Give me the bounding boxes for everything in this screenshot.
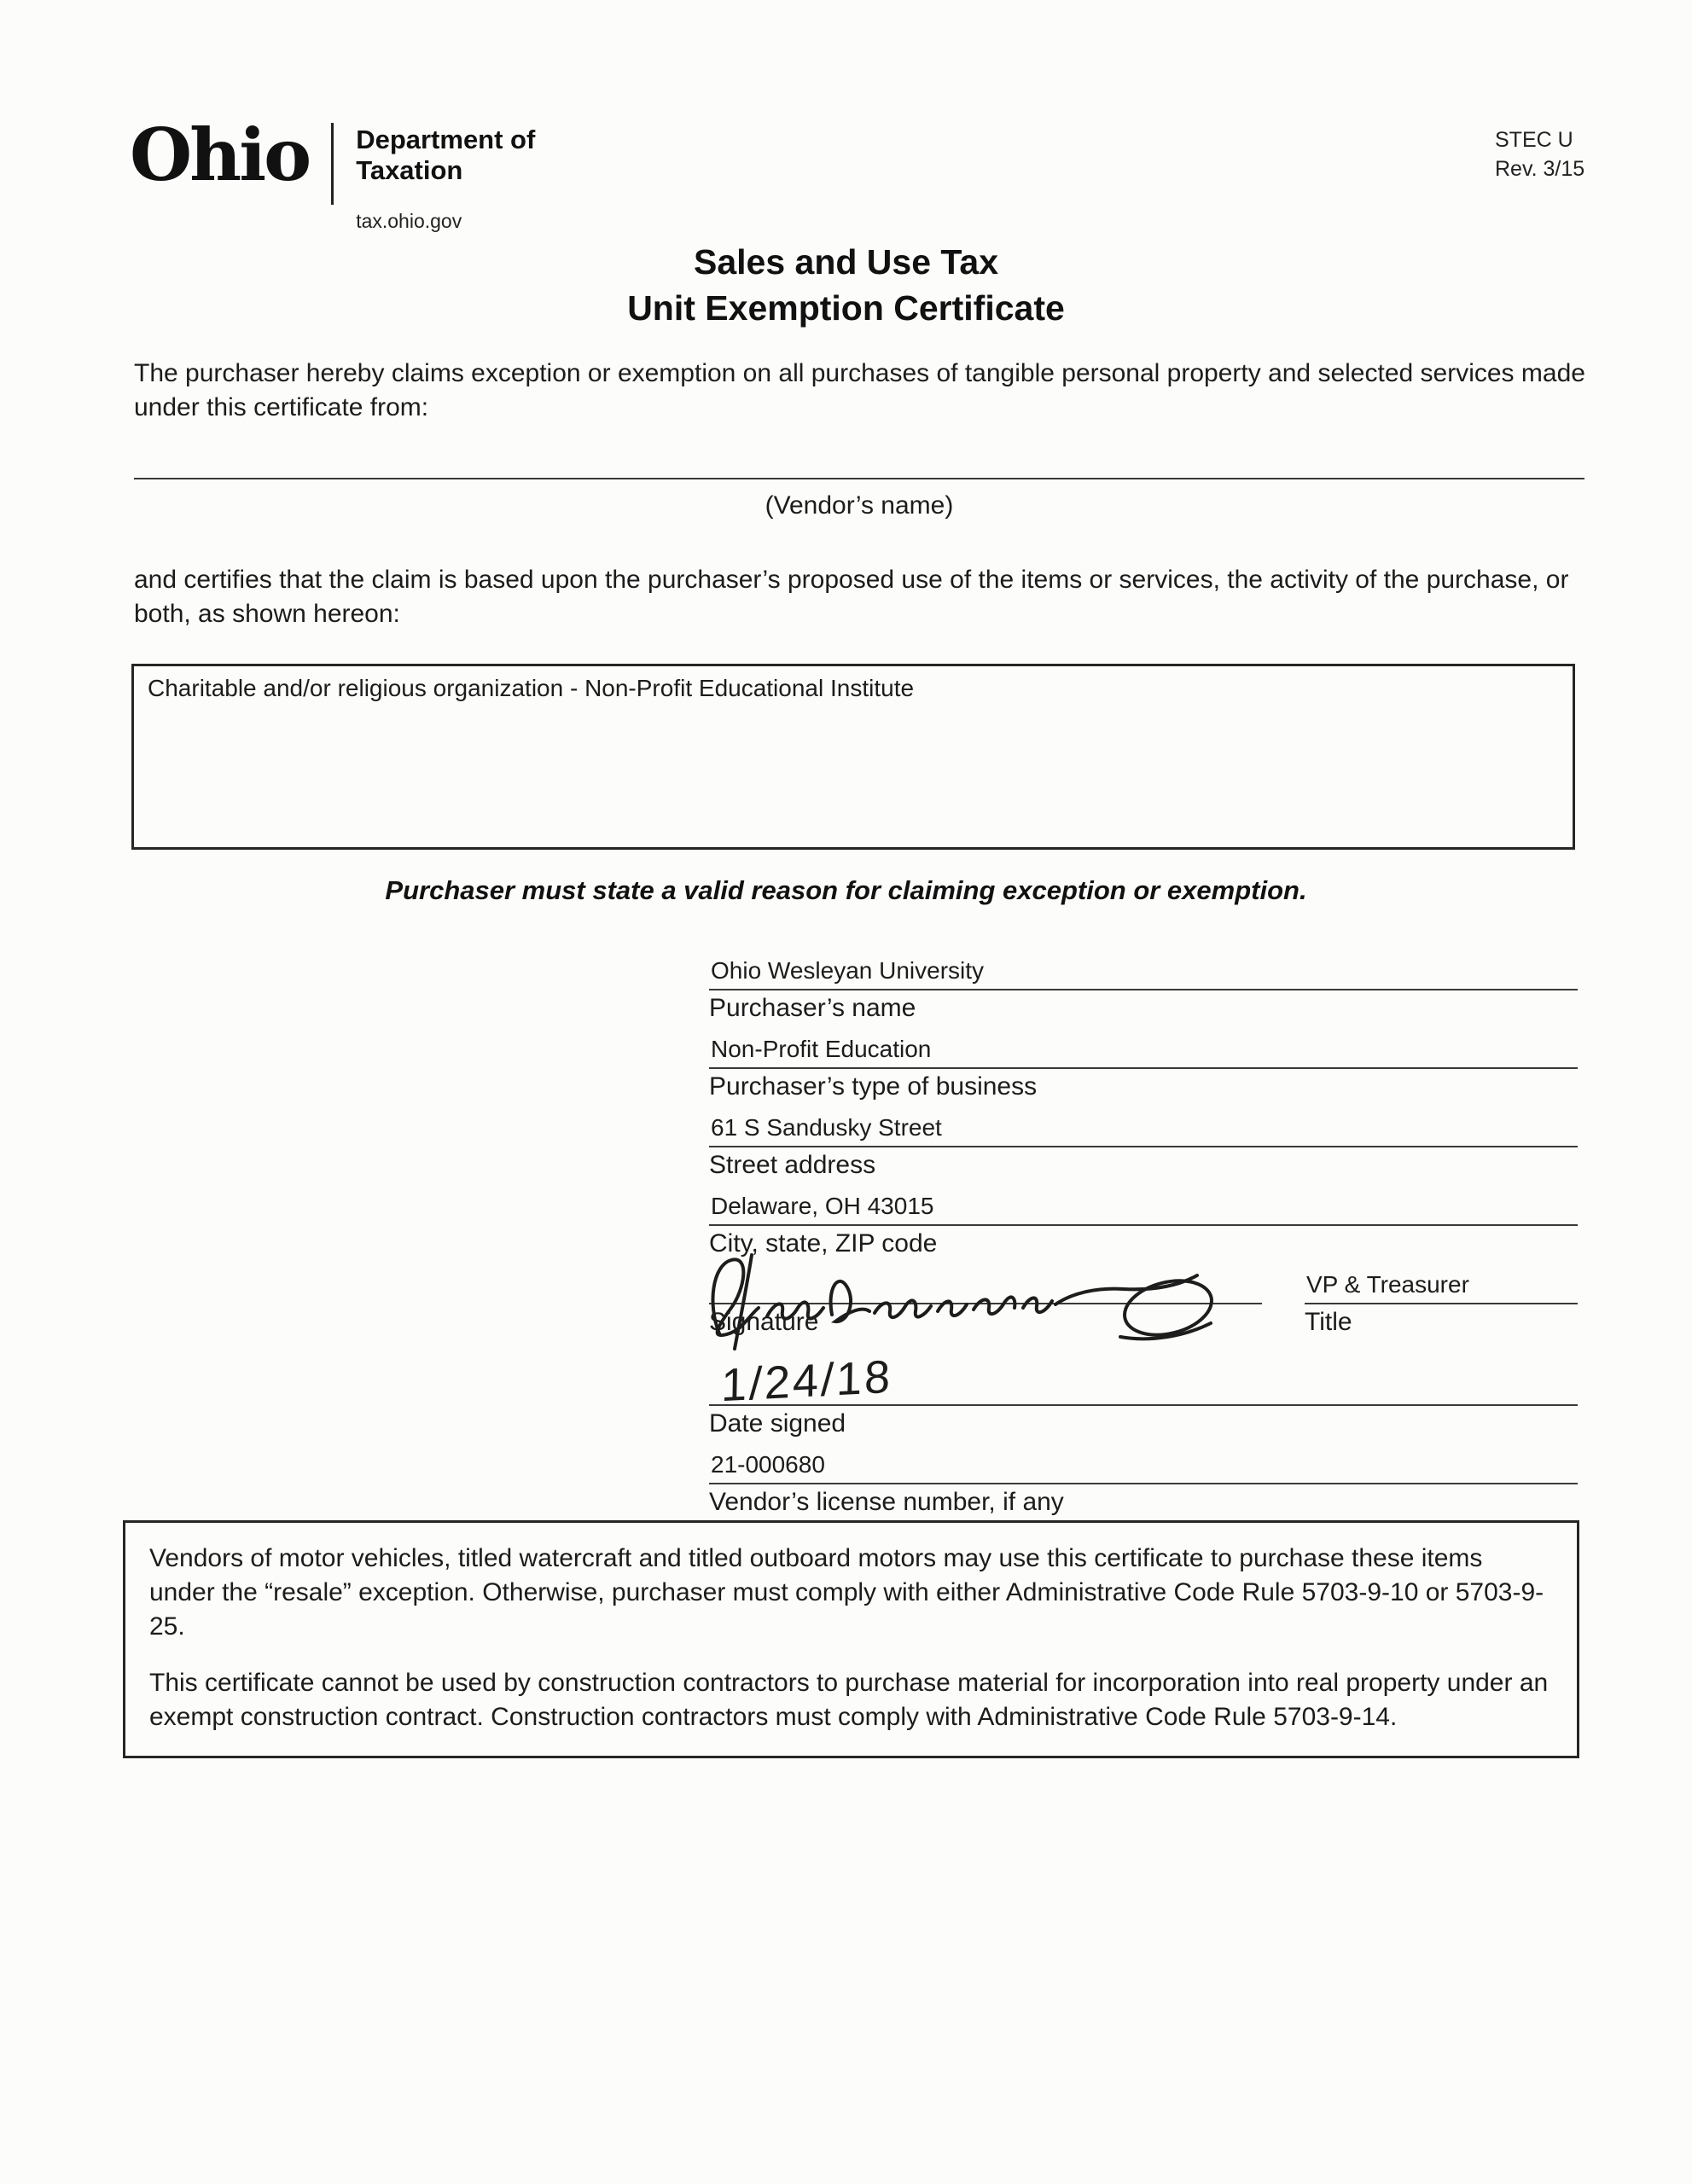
business-type-field <box>709 1036 1578 1101</box>
city-state-zip-field <box>709 1193 1578 1258</box>
purchaser-fields <box>709 957 1578 1530</box>
ohio-logo: Ohio <box>130 113 310 197</box>
notice-paragraph-1: Vendors of motor vehicles, titled watercraft and titled outboard motors may use this certificate to purchase these items under the “resale” exception. Otherwise, purchaser must comply with either Administrative Code Rule 5703-9-10 or 5703-9-25. <box>149 1544 1544 1641</box>
vendor-name-label: (Vendor’s name) <box>765 491 954 520</box>
purchaser-name-field <box>709 957 1578 1023</box>
street-address-value: 61 S Sandusky Street <box>709 1114 1578 1147</box>
title-field <box>1305 1271 1578 1337</box>
intro-paragraph-1: The purchaser hereby claims exception or exemption on all purchases of tangible personal property and selected services made under this certificate from: <box>134 359 1585 422</box>
logo-divider <box>331 123 334 205</box>
purchaser-name-value: Ohio Wesleyan University <box>709 957 1578 990</box>
street-address-field <box>709 1114 1578 1180</box>
business-type-label: Purchaser’s type of business <box>709 1072 1038 1101</box>
signature-label: Signature <box>709 1308 819 1336</box>
date-signed-value: 1/24/18 <box>720 1350 893 1412</box>
signature-title-row <box>709 1271 1578 1350</box>
notice-paragraph-2: This certificate cannot be used by construction contractors to purchase material for incorporation into real property under an exempt construction contract. Construction contractors must comply with Administrative Code Rule 5703-9-14. <box>149 1668 1549 1731</box>
date-signed-line <box>709 1350 1578 1412</box>
department-block <box>356 119 535 233</box>
reason-instruction: Purchaser must state a valid reason for claiming exception or exemption. <box>385 875 1307 905</box>
document-title-line1: Sales and Use Tax <box>693 242 999 282</box>
date-signed-label: Date signed <box>709 1409 846 1438</box>
title-value: VP & Treasurer <box>1305 1271 1578 1304</box>
document-title <box>0 239 1692 331</box>
vendor-name-blank-line <box>134 478 1584 479</box>
agency-logo-block <box>130 113 536 233</box>
business-type-value: Non-Profit Education <box>709 1036 1578 1069</box>
agency-website: tax.ohio.gov <box>356 209 462 232</box>
notice-box <box>123 1520 1579 1758</box>
exemption-reason-value: Charitable and/or religious organization - Non-Profit Educational Institute <box>148 675 915 701</box>
street-address-label: Street address <box>709 1151 876 1179</box>
form-code-block <box>1495 126 1584 184</box>
signature-value <box>709 1274 1262 1304</box>
date-signed-field <box>709 1350 1578 1438</box>
department-name-line2: Taxation <box>356 154 463 185</box>
vendor-license-value: 21-000680 <box>709 1451 1578 1484</box>
signature-field <box>709 1274 1262 1337</box>
title-label: Title <box>1305 1308 1352 1336</box>
form-revision: Rev. 3/15 <box>1495 156 1585 181</box>
exemption-reason-box <box>131 664 1575 850</box>
department-name-line1: Department of <box>356 125 536 154</box>
document-title-line2: Unit Exemption Certificate <box>627 288 1065 328</box>
city-state-zip-value: Delaware, OH 43015 <box>709 1193 1578 1226</box>
vendor-license-label: Vendor’s license number, if any <box>709 1488 1064 1516</box>
vendor-license-field <box>709 1451 1578 1517</box>
purchaser-name-label: Purchaser’s name <box>709 994 916 1022</box>
intro-paragraph-2: and certifies that the claim is based upon the purchaser’s proposed use of the items or services, the activity of the purchase, or both, as shown hereon: <box>134 566 1569 629</box>
city-state-zip-label: City, state, ZIP code <box>709 1229 938 1258</box>
form-code: STEC U <box>1495 128 1573 152</box>
department-name <box>356 125 535 186</box>
